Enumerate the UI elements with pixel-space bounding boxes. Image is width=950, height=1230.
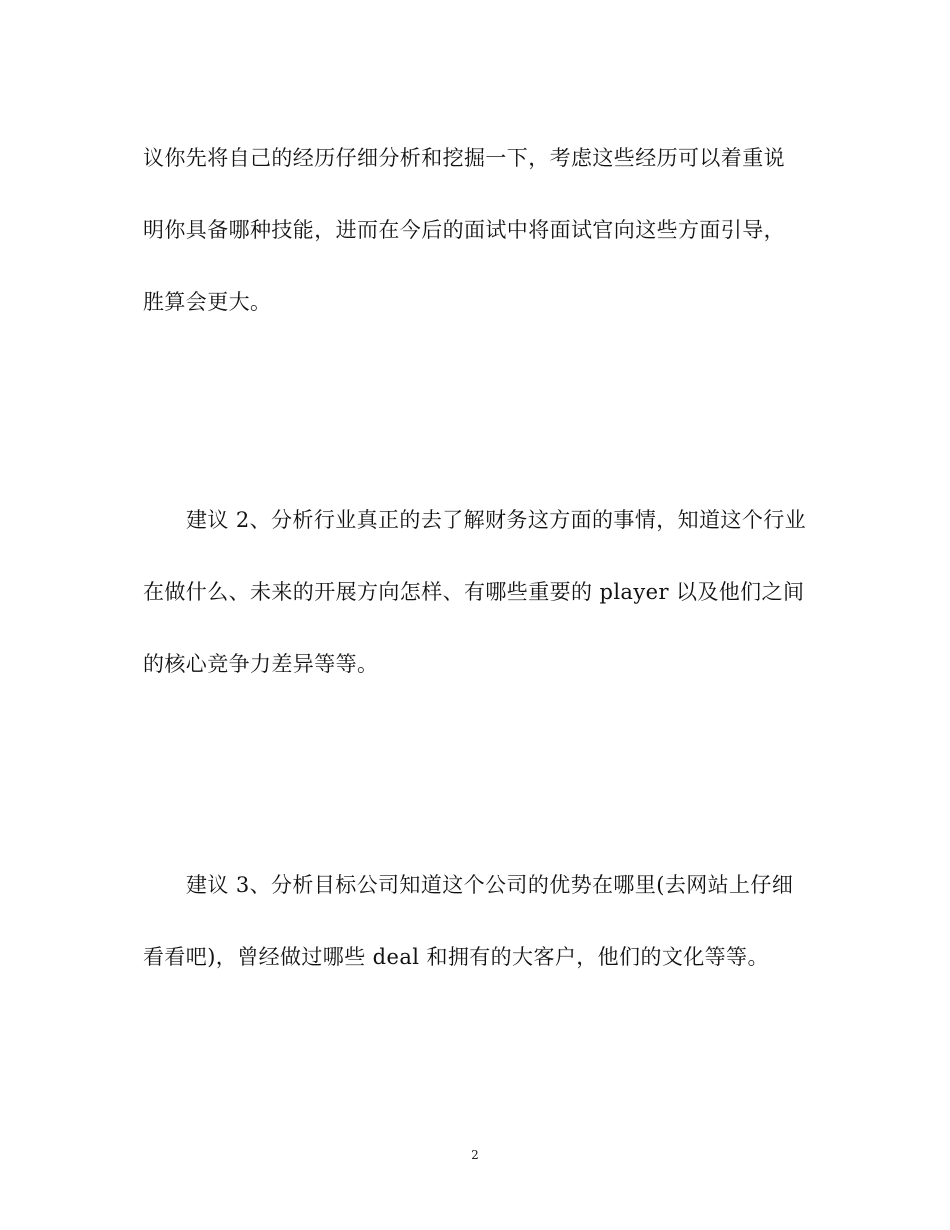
paragraph-3-line-1: 建议 3、分析目标公司知道这个公司的优势在哪里(去网站上仔细 [186,873,794,897]
paragraph-1-line-1: 议你先将自己的经历仔细分析和挖掘一下，考虑这些经历可以着重说 [143,146,785,170]
page-number: 2 [471,1148,479,1162]
paragraph-2-line-3: 的核心竞争力差异等等。 [143,652,379,676]
paragraph-1-line-3: 胜算会更大。 [143,290,272,314]
paragraph-1-line-2: 明你具备哪种技能，进而在今后的面试中将面试官向这些方面引导， [143,218,785,242]
paragraph-2-line-2: 在做什么、未来的开展方向怎样、有哪些重要的 player 以及他们之间 [143,580,805,604]
paragraph-2-line-1: 建议 2、分析行业真正的去了解财务这方面的事情，知道这个行业 [186,508,807,532]
paragraph-3-line-2: 看看吧)，曾经做过哪些 deal 和拥有的大客户，他们的文化等等。 [143,945,769,969]
